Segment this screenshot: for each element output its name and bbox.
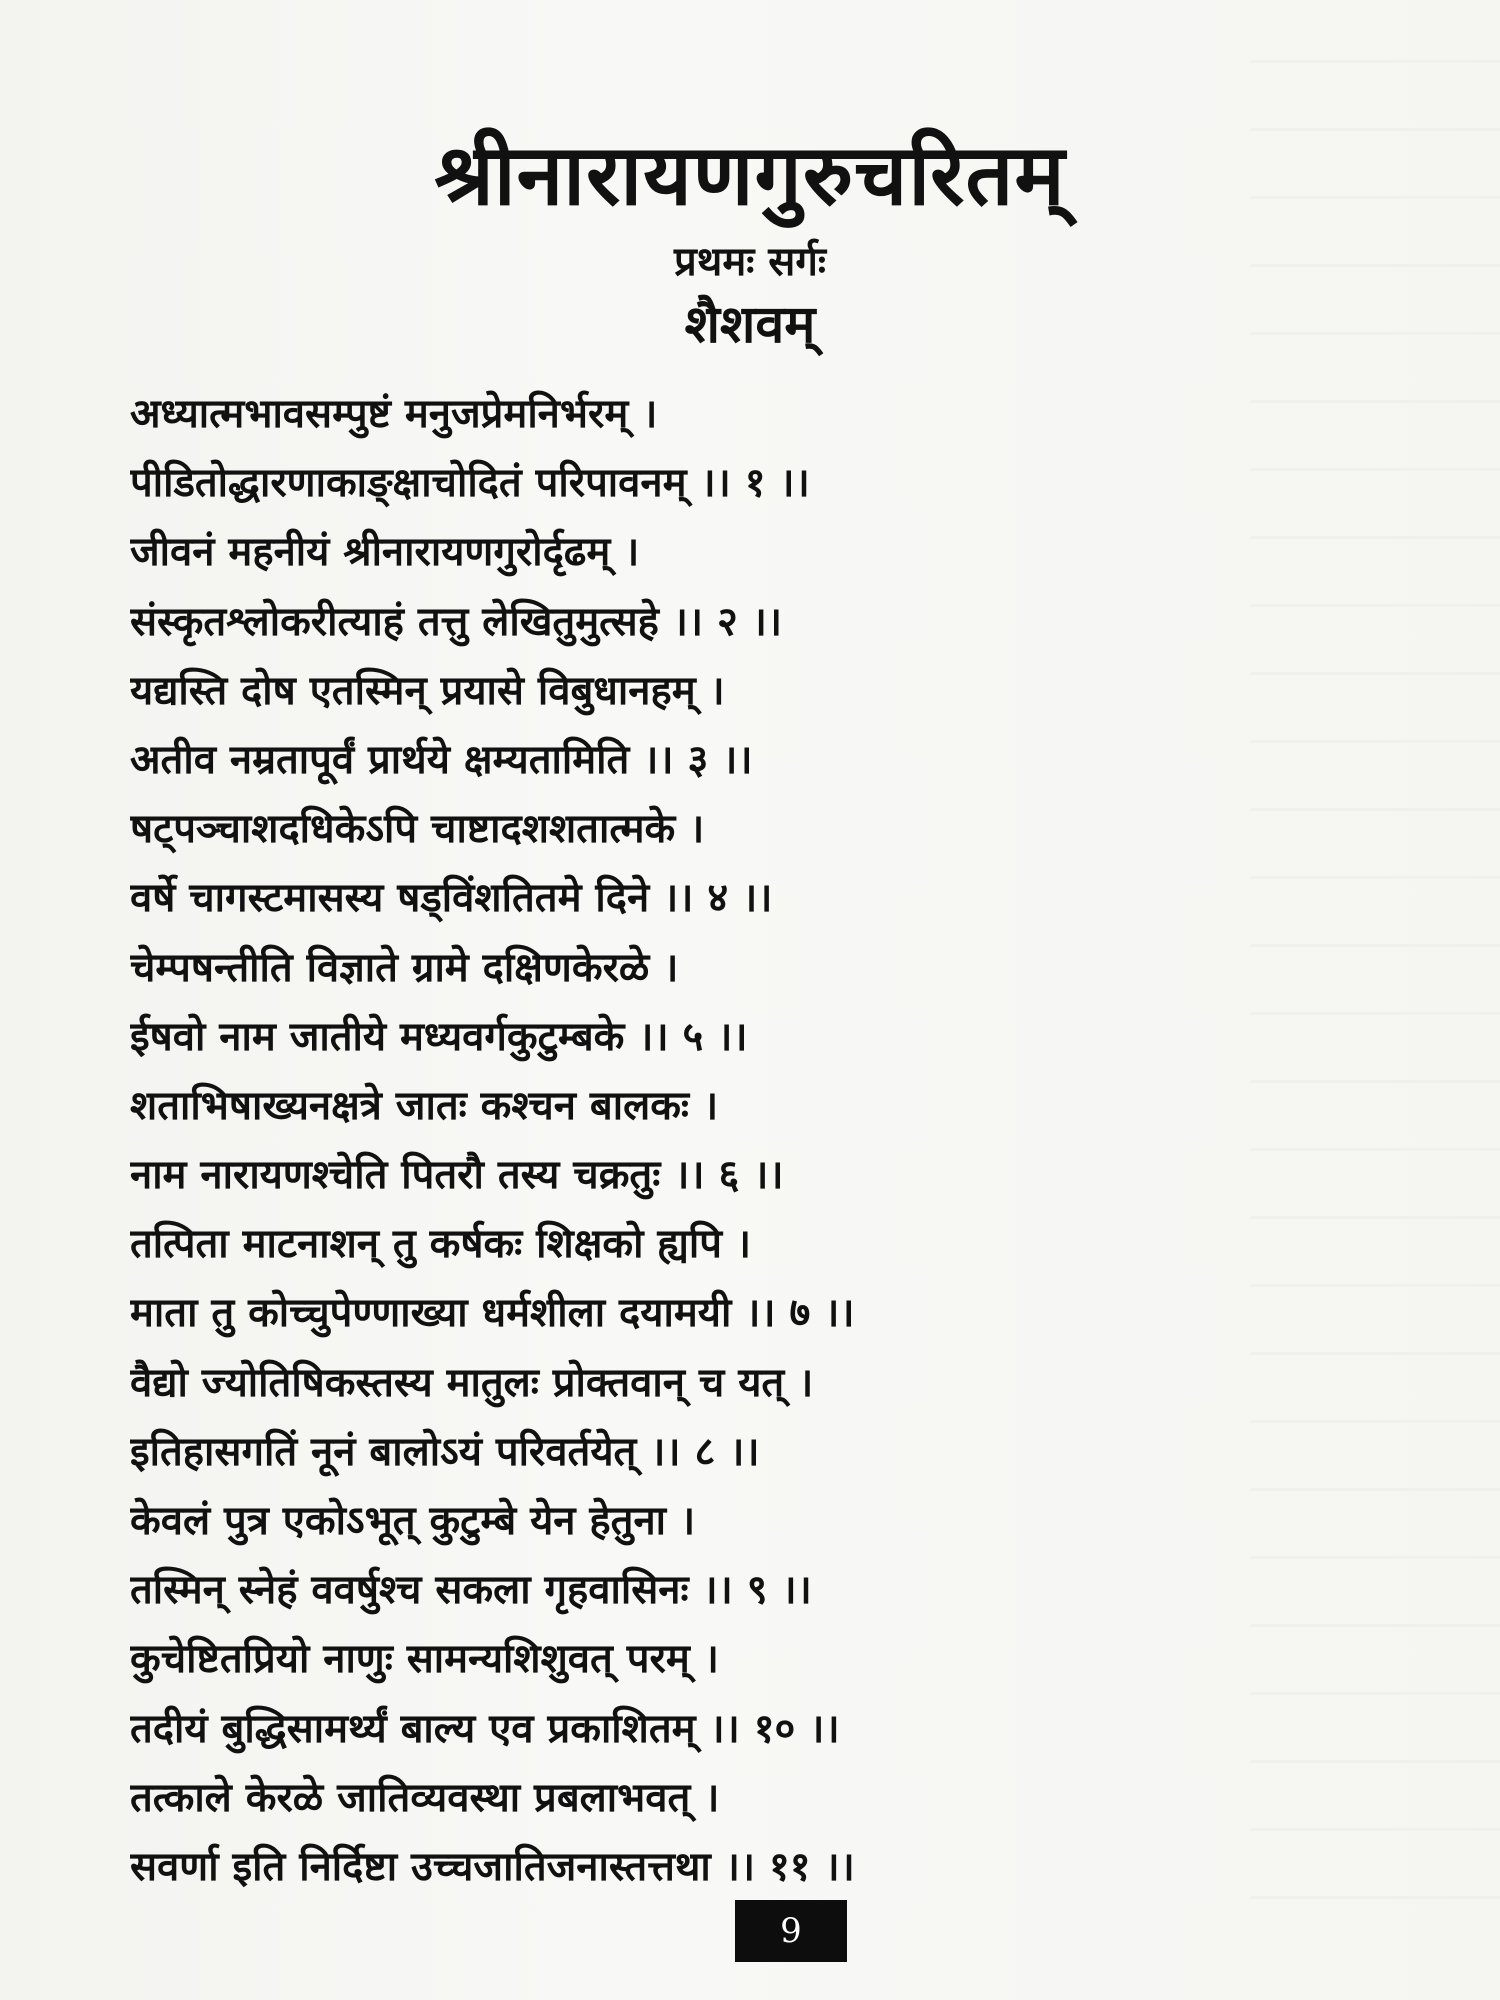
verse-line: इतिहासगतिं नूनं बालोऽयं परिवर्तयेत् ।। ८ ।। bbox=[130, 1428, 760, 1475]
verse-line: यद्यस्ति दोष एतस्मिन् प्रयासे विबुधानहम् । bbox=[130, 667, 725, 714]
page-number: 9 bbox=[735, 1900, 847, 1962]
verse-line: केवलं पुत्र एकोऽभूत् कुटुम्बे येन हेतुना । bbox=[130, 1498, 696, 1544]
verse-line: सवर्णा इति निर्दिष्टा उच्चजातिजनास्तत्तथा ।। ११ ।। bbox=[130, 1843, 855, 1890]
verse-line: कुचेष्टितप्रियो नाणुः सामन्यशिशुवत् परम् । bbox=[130, 1636, 719, 1683]
verse-line: षट्पञ्चाशदधिकेऽपि चाष्टादशशतात्मके । bbox=[130, 806, 705, 853]
verse-line: तत्पिता माटनाशन् तु कर्षकः शिक्षको ह्यपि । bbox=[130, 1221, 752, 1268]
verse-line: वर्षे चागस्टमासस्य षड्विंशतितमे दिने ।। ४ ।। bbox=[130, 875, 773, 922]
verse-line: तस्मिन् स्नेहं ववर्षुश्च सकला गृहवासिनः ।। ९ ।। bbox=[130, 1567, 812, 1614]
chapter-heading: शैशवम् bbox=[684, 295, 816, 355]
verse-block bbox=[130, 380, 1380, 1902]
verse-line: माता तु कोच्चुपेण्णाख्या धर्मशीला दयामयी ।। ७ ।। bbox=[130, 1290, 855, 1337]
verse-line: अतीव नम्रतापूर्वं प्रार्थये क्षम्यतामिति ।। ३ ।। bbox=[130, 736, 753, 783]
verse-line: नाम नारायणश्चेति पितरौ तस्य चक्रतुः ।। ६ ।। bbox=[130, 1152, 784, 1199]
verse-line: वैद्यो ज्योतिषिकस्तस्य मातुलः प्रोक्तवान् च यत् । bbox=[130, 1359, 814, 1406]
verse-line: तत्काले केरळे जातिव्यवस्था प्रबलाभवत् । bbox=[130, 1774, 720, 1821]
verse-line: अध्यात्मभावसम्पुष्टं मनुजप्रेमनिर्भरम् । bbox=[130, 391, 658, 437]
verse-line: जीवनं महनीयं श्रीनारायणगुरोर्दृढम् । bbox=[130, 529, 640, 576]
verse-line: पीडितोद्धारणाकाङ्क्षाचोदितं परिपावनम् ।। १ ।। bbox=[130, 460, 810, 507]
page-title: श्रीनारायणगुरुचरितम् bbox=[434, 126, 1066, 224]
verse-line: चेम्पषन्तीति विज्ञाते ग्रामे दक्षिणकेरळे । bbox=[130, 944, 679, 991]
verse-line: ईषवो नाम जातीये मध्यवर्गकुटुम्बके ।। ५ ।। bbox=[130, 1013, 748, 1060]
verse-line: तदीयं बुद्धिसामर्थ्यं बाल्य एव प्रकाशितम् ।। १० ।। bbox=[130, 1705, 840, 1752]
canto-subtitle: प्रथमः सर्गः bbox=[674, 239, 826, 285]
verse-line: शताभिषाख्यनक्षत्रे जातः कश्चन बालकः । bbox=[130, 1082, 719, 1129]
verse-line: संस्कृतश्लोकरीत्याहं तत्तु लेखितुमुत्सहे ।। २ ।। bbox=[130, 598, 783, 645]
